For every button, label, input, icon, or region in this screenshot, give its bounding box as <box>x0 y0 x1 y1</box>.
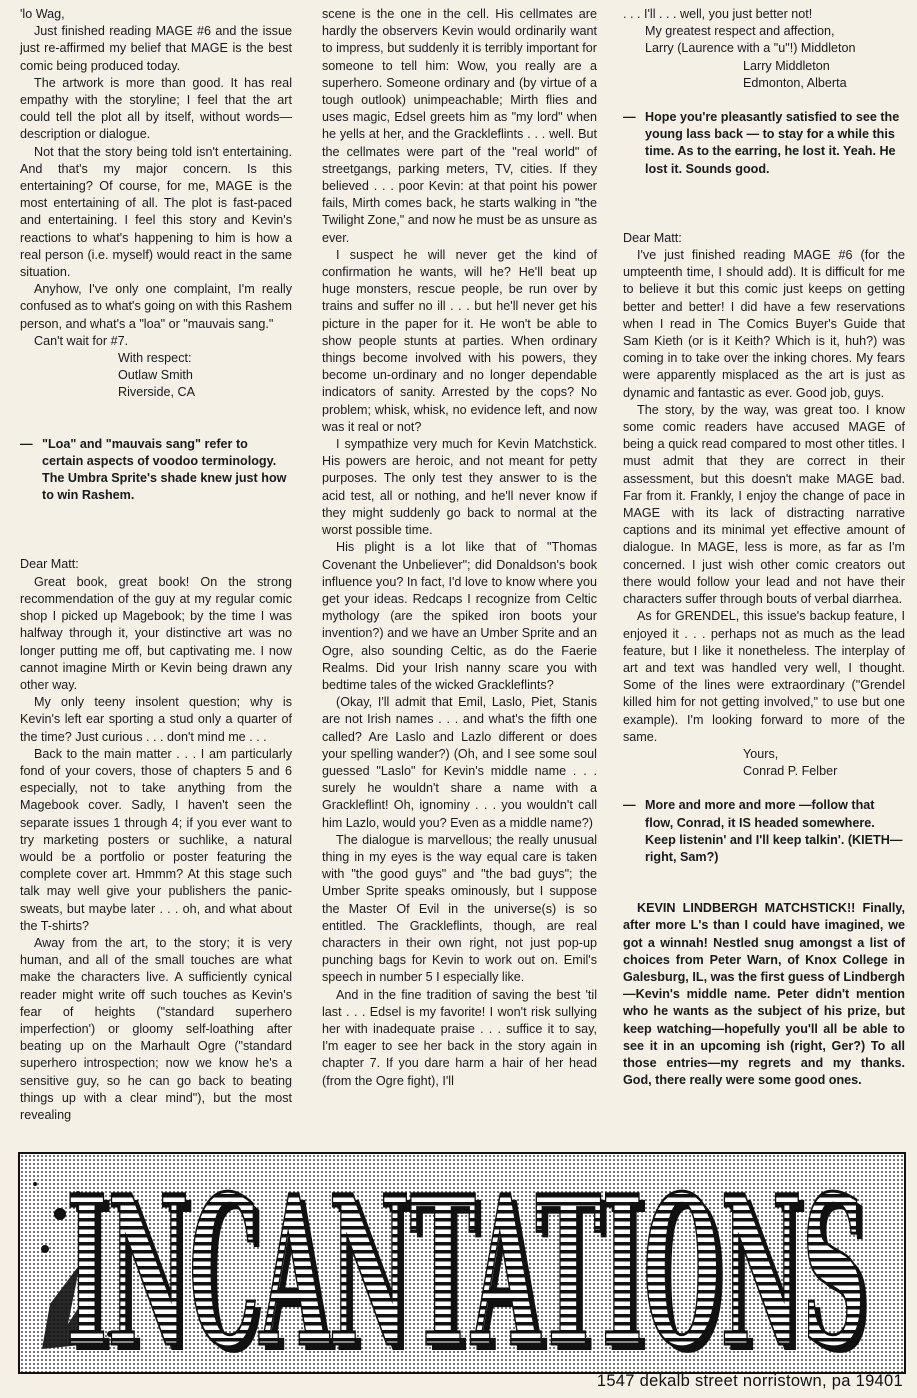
signature-line: Conrad P. Felber <box>743 764 838 779</box>
letter-paragraph: scene is the one in the cell. His cellmates are hardly the observers Kevin would ordinarily want to impress, but suddenly it is terribly important for someone to tell him: Wow, you really are a superhero. Someone ordinary and (by virtue of a tough outlook) unimpeachable; Mirth flies and uses magic, Edsel greets him as "my lord" when he yells at her, and the Grackleflints . . . well. But the cellmates were part of the "real world" of streetgangs, parking meters, TV, cities. If they believed . . . poor Kevin: at that point his power fails, Mirth comes back, he starts walking in "the Twilight Zone," and now he must be as unsure as ever. <box>322 7 597 245</box>
editor-reply: — More and more and more —follow that flow, Conrad, it IS headed somewhere. Keep listenin' and I'll keep talkin'. (KIETH—right, Sam?) <box>623 797 905 866</box>
spacer <box>623 780 905 797</box>
letter-salutation: Dear Matt: <box>623 230 682 245</box>
letter-paragraph: The story, by the way, was great too. I know some comic readers have accused MAGE of being a quick read compared to most other titles. I must admit that they are correct in their assessment, but this doesn't make MAGE bad. Far from it. Frankly, I enjoy the change of pace in MAGE with its lack of distracting narrative captions and its minimal yet effective amount of dialogue. In MAGE, less is more, as far as I'm concerned. I just wish other comic creators out there would follow your lead and not have their characters suffer through bouts of verbal diarrhea. <box>623 402 905 607</box>
letter-paragraph: (Okay, I'll admit that Emil, Laslo, Piet, Stanis are not Irish names . . . and what's the fifth one called? Are Laslo and Lazlo different or does your spelling wander?) (Oh, and I see some soul guessed "Laslo" for Kevin's middle name . . . surely he wouldn't share a name with a Grackleflint! Oh, ignominy . . . you wouldn't call him Lazlo, would you? Even as a middle name?) <box>322 695 597 830</box>
signature-line: Outlaw Smith <box>118 368 193 383</box>
letter-paragraph: Away from the art, to the story; it is very human, and all of the small touches are what make the characters live. A sufficiently cynical reader might write off such touches as Kevin's fear of heights ("standard superhero imperfection') or gloomy self-loathing after beating up on the Marhault Ogre ("standard superhero introspection; now we know he's a sensitive guy, so he can go back to beating things up with a clear mind"), but the most revealing <box>20 935 292 1122</box>
editor-reply: — "Loa" and "mauvais sang" refer to certain aspects of voodoo terminology. The Umbra Sprite's shade knew just how to win Rashem. <box>20 436 292 505</box>
letter-paragraph: The dialogue is marvellous; the really unusual thing in my eyes is the way equal care is taken with "the good guys" and "the bad guys"; the Umber Sprite speaks ominously, but I suppose the Master Of Evil in the universe(s) is so entitled. The Grackleflints, though, are real characters in their own right, not just pop-up punching bags for Kevin to work out on. Emil's speech in number 5 I especially like. <box>322 832 597 985</box>
letter-signature <box>20 350 292 402</box>
letter-salutation: Dear Matt: <box>20 557 79 572</box>
letter-paragraph: I've just finished reading MAGE #6 (for the umpteenth time, I should add). It is difficult for me to believe it but this comic just keeps on getting better and better! I did have a few reservations when I read in The Comics Buyer's Guide that Sam Kieth (or is it Keith? Which is it, huh?) was coming in to take over the inking chores. My fears were apparently misplaced as the art is just as dynamic and fantastic as ever. Good job, guys. <box>623 248 905 400</box>
letters-column-2 <box>322 6 597 1090</box>
letter-paragraph: His plight is a lot like that of "Thomas Covenant the Unbeliever"; did Donaldson's book influence you? In fact, I'd love to know where you get your ideas. Redcaps I recognize from Celtic mythology (are the spiked iron boots your invention?) and we have an Umber Sprite and an Ogre, also sounding Celtic, as do the Faerie Realms. Did your Irish nanny scare you with bedtime tales of the wicked Grackleflints? <box>322 540 597 692</box>
letter-paragraph: My greatest respect and affection, <box>645 24 835 39</box>
signature-line: Larry Middleton <box>743 58 830 73</box>
letter-paragraph: Back to the main matter . . . I am particularly fond of your covers, those of chapters 5 and 6 especially, not to take anything from the Magebook cover. Sadly, I haven't seen the separate issues 1 through 4; if you ever want to try marketing posters or suchlike, a natural would be a portfolio or poster featuring the complete cover art. Hmmm? At this stage such talk may well give your publishers the panic-sweats, but maybe later . . . oh, and what about the T-shirts? <box>20 746 292 933</box>
letter-paragraph: Can't wait for #7. <box>34 333 129 348</box>
spacer <box>623 866 905 900</box>
letter-paragraph: Anyhow, I've only one complaint, I'm really confused as to what's going on with this Rashem person, and what's a "loa" or "mauvais sang." <box>20 282 292 331</box>
publisher-address: 1547 dekalb street norristown, pa 19401 <box>596 1372 903 1390</box>
letter-paragraph: As for GRENDEL, this issue's backup feature, I enjoyed it . . . perhaps not as much as the lead feature, but I like it nonetheless. The interplay of art and text was handled very well, I thought. Some of the lines were extraordinary ("Grendel killed him for not getting involved," to use but one example). I'm looking forward to more of the same. <box>623 609 905 744</box>
letter-paragraph: Larry (Laurence with a "u"!) Middleton <box>645 41 856 56</box>
letter-paragraph: My only teeny insolent question; why is Kevin's left ear sporting a stud only a quarter of the time? Just curious . . . don't mind me . . . <box>20 695 292 744</box>
signature-line: Edmonton, Alberta <box>743 75 847 90</box>
letter-paragraph: Not that the story being told isn't entertaining. And that's my major concern. Is this entertaining? Of course, for me, MAGE is the most entertaining of all. The plot is fast-paced and entertaining. I feel this story and Kevin's reactions to what's happening to him is how a real person (i.e. myself) would react in the same situation. <box>20 144 292 280</box>
signature-line: Riverside, CA <box>118 385 195 400</box>
banner-title-shadow: INCANTATIONS <box>72 1157 872 1372</box>
letter-paragraph: The artwork is more than good. It has real empathy with the storyline; I feel that the art could tell the plot all by itself, without words—description or dialogue. <box>20 75 292 142</box>
letter-paragraph: I suspect he will never get the kind of confirmation he wants, will he? He'll beat up huge monsters, rescue people, be run over by trains and suffer no ill . . . but he'll never get his picture in the paper for it. He won't be able to show people stunts at parties. When ordinary things become involved with his powers, they become un-ordinary and no longer dependable indicators of sanity. Arrested by the cops? No problem; whisk, whisk, no evidence left, and now was it real or not? <box>322 247 597 434</box>
spacer <box>20 402 292 436</box>
letter-paragraph: . . . I'll . . . well, you just better not! <box>623 7 813 21</box>
banner-title: INCANTATIONS <box>66 1154 866 1372</box>
letters-column-1 <box>20 6 292 1124</box>
editor-reply: — Hope you're pleasantly satisfied to see the young lass back — to stay for a while this time. As to the earring, he lost it. Yeah. He lost it. Sounds good. <box>623 109 905 178</box>
letter-paragraph: And in the fine tradition of saving the best 'til last . . . Edsel is my favorite! I won't risk sullying her with inadequate praise . . . suffice it to say, I'm eager to see her back in the story again in chapter 7. If you dare harm a hair of her head (from the Ogre fight), I'll <box>322 987 597 1088</box>
letter-signature <box>623 58 905 92</box>
letter-salutation: 'lo Wag, <box>20 7 65 21</box>
spacer <box>20 504 292 556</box>
letters-column-3 <box>623 6 905 1089</box>
letter-paragraph: Just finished reading MAGE #6 and the issue just re-affirmed my belief that MAGE is the best comic being produced today. <box>20 24 292 73</box>
banner-art <box>20 1154 904 1372</box>
spacer <box>623 92 905 109</box>
signature-line: Yours, <box>743 746 779 761</box>
signature-line: With respect: <box>118 351 192 366</box>
editor-announcement: KEVIN LINDBERGH MATCHSTICK!! Finally, after more L's than I could have imagined, we got a winnah! Nestled snug amongst a list of choices from Peter Warn, of Knox College in Galesburg, IL, was the first guess of Lindbergh—Kevin's middle name. Peter didn't mention who he wants as the subject of his prize, but keep watching—hopefully you'll all be able to see it in an upcoming ish (right, Ger?) To all those entries—my regrets and my thanks. God, there really were some good ones. <box>623 901 905 1088</box>
incantations-banner <box>18 1152 906 1374</box>
spacer <box>623 178 905 230</box>
letter-signature <box>623 746 905 780</box>
letter-paragraph: Great book, great book! On the strong recommendation of the guy at my regular comic shop I picked up Magebook; by the time I was halfway through it, your distinctive art was no longer putting me off, but captivating me. I now cannot imagine Mirth or Kevin being drawn any other way. <box>20 574 292 692</box>
letter-paragraph: I sympathize very much for Kevin Matchstick. His powers are heroic, and not meant for petty purposes. The only test they answer to is the acid test, all or nothing, and he'll never know if they might suddenly go back to normal at the worst possible time. <box>322 437 597 538</box>
